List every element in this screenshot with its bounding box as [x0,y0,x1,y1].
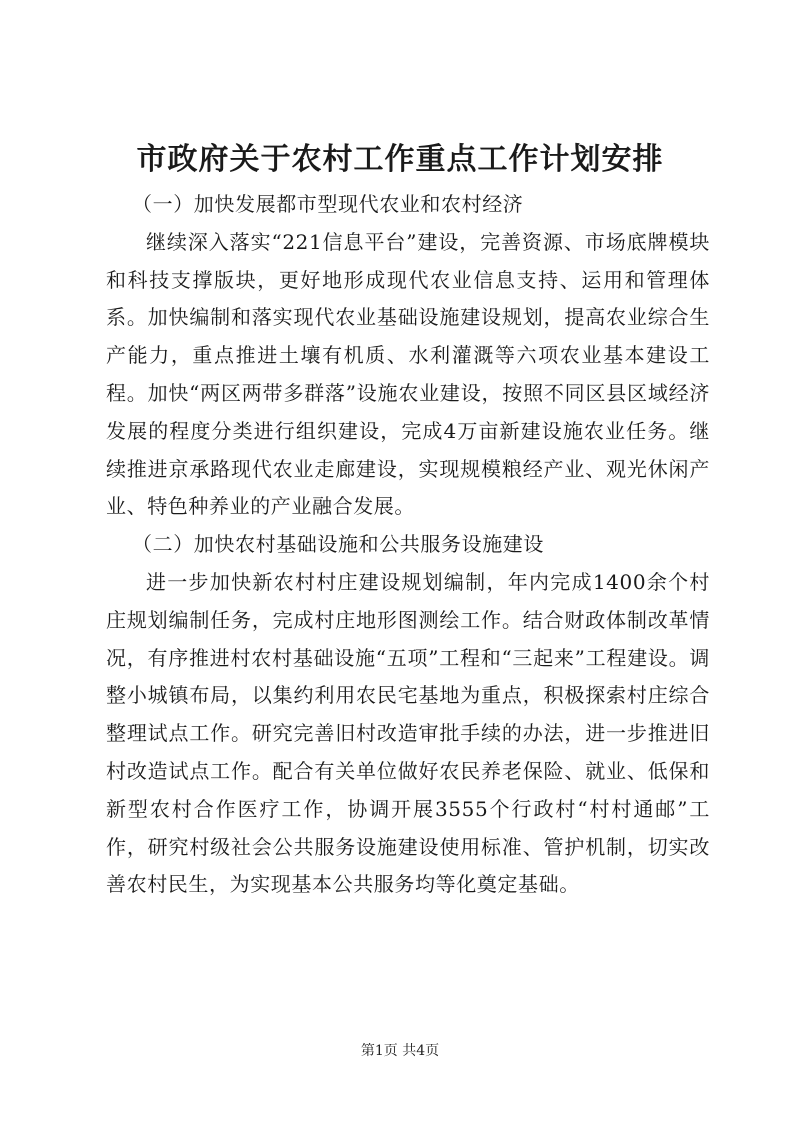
document-body [106,186,710,904]
page-footer [0,1041,800,1061]
document-title: 市政府关于农村工作重点工作计划安排 [136,142,664,177]
page-total: 共4页 [402,1043,440,1059]
section-heading-1: （一）加快发展都市型现代农业和农村经济 [132,192,524,216]
page-number: 第1页 [360,1043,398,1059]
section-heading-2: （二）加快农村基础设施和公共服务设施建设 [132,532,544,557]
section-paragraph-1: 继续深入落实“221信息平台”建设，完善资源、市场底牌模块和科技支撑版块，更好地形成现代农业信息支持、运用和管理体系。加快编制和落实现代农业基础设施建设规划，提高农业综合生产能力，重点推进土壤有机质、水利灌溉等六项农业基本建设工程。加快“两区两带多群落”设施农业建设，按照不同区县区域经济发展的程度分类进行组织建设，完成4万亩新建设施农业任务。继续推进京承路现代农业走廊建设，实现规模粮经产业、观光休闲产业、特色种养业的产业融合发展。 [106,229,710,519]
section-paragraph-2: 进一步加快新农村村庄建设规划编制，年内完成1400余个村庄规划编制任务，完成村庄地形图测绘工作。结合财政体制改革情况，有序推进村农村基础设施“五项”工程和“三起来”工程建设。调整小城镇布局，以集约利用农民宅基地为重点，积极探索村庄综合整理试点工作。研究完善旧村改造审批手续的办法，进一步推进旧村改造试点工作。配合有关单位做好农民养老保险、就业、低保和新型农村合作医疗工作，协调开展3555个行政村“村村通邮”工作，研究村级社会公共服务设施建设使用标准、管护机制，切实改善农村民生，为实现基本公共服务均等化奠定基础。 [106,569,710,897]
